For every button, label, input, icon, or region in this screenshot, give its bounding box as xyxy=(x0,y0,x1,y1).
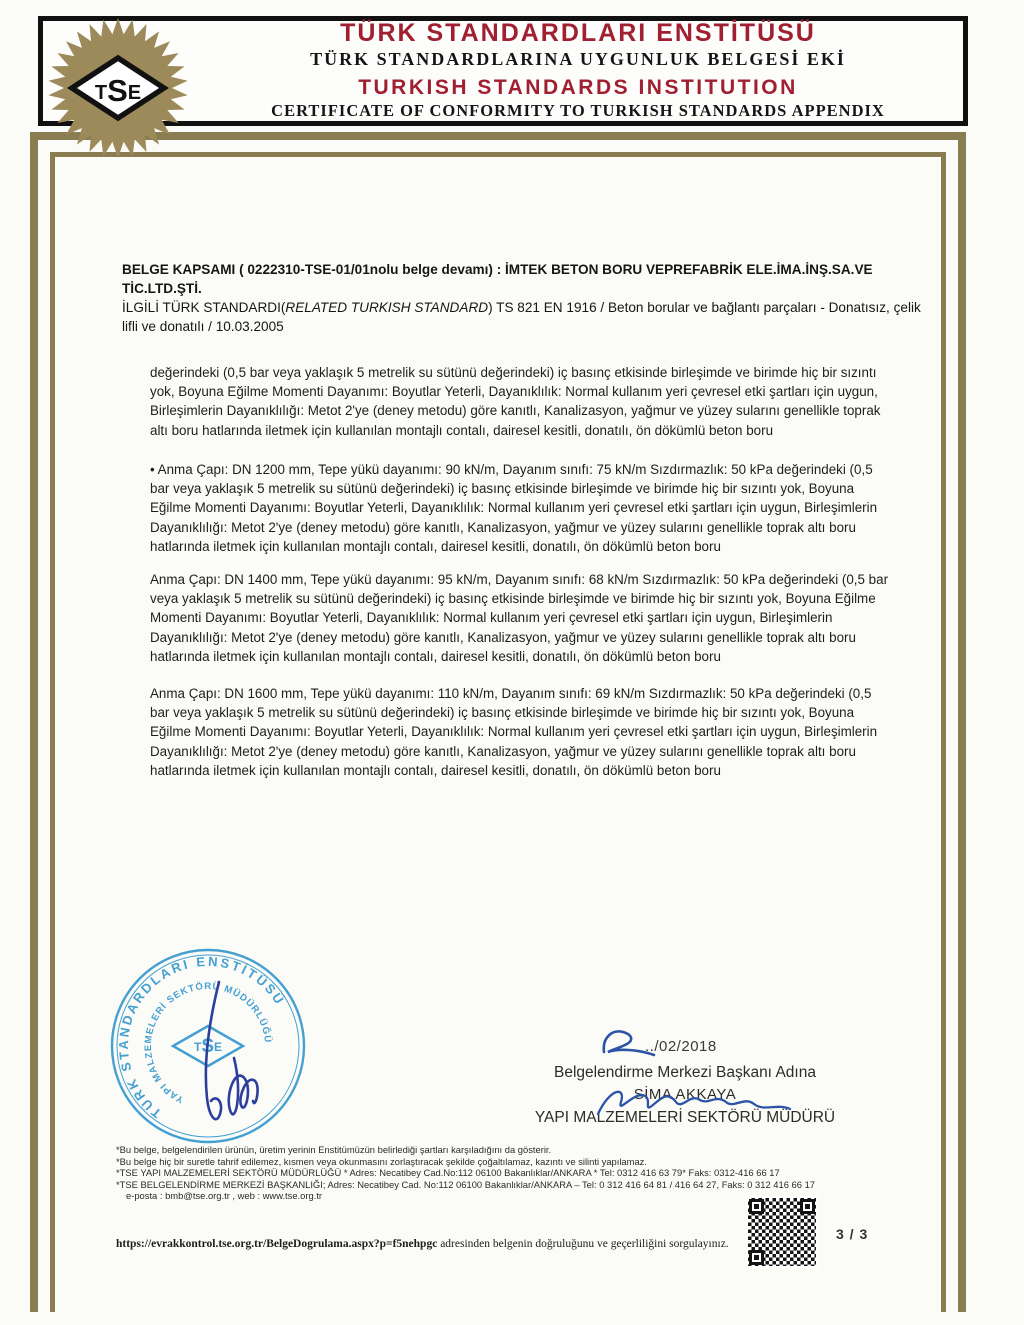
signatory-name: SİMA AKKAYA xyxy=(633,1086,737,1103)
signatory-title: YAPI MALZEMELERİ SEKTÖRÜ MÜDÜRÜ xyxy=(534,1109,836,1126)
verification-text: adresinden belgenin doğruluğunu ve geçerliliğini sorgulayınız. xyxy=(437,1238,729,1250)
stamp-outer-ring-text: TÜRK STANDARDLARI ENSTİTÜSÜ xyxy=(115,953,289,1122)
verification-line xyxy=(116,1238,756,1250)
certificate-scope xyxy=(122,260,922,336)
footnote-line: *TSE YAPI MALZEMELERİ SEKTÖRÜ MÜDÜRLÜĞÜ * Adres: Necatibey Cad.No:112 06100 Bakanlıklar/ANKARA * Tel: 0312 416 63 79* Faks: 0312-416 66 17 xyxy=(116,1167,780,1179)
qr-finder-icon xyxy=(800,1199,815,1214)
footnote-line: *Bu belge hiç bir suretle tahrif edilemez, kısmen veya okunmasını zorlaştıracak şekilde çoğaltılamaz, kazıntı ve silinti yapılamaz. xyxy=(116,1155,647,1167)
name-signature xyxy=(590,1078,795,1126)
institution-title-en: TURKISH STANDARDS INSTITUTION xyxy=(358,76,798,99)
tse-logo xyxy=(48,8,188,168)
stamp-tse-text: TSE xyxy=(193,1036,223,1057)
tse-sector-stamp xyxy=(106,948,314,1153)
footnote-line: *Bu belge, belgelendirilen ürünün, üretim yerinin Enstitümüzün belirlediği şartları karşıladığını da gösterir. xyxy=(116,1144,552,1155)
certificate-date: ../02/2018 xyxy=(645,1038,717,1055)
qr-finder-icon xyxy=(749,1199,764,1214)
footnote-line: *TSE BELGELENDİRME MERKEZİ BAŞKANLIĞI; Adres: Necatibey Cad. No:112 06100 Bakanlıklar/ANKARA – Tel: 0 312 416 64 81 / 416 64 27, Faks: 0 312 416 66 17 xyxy=(116,1178,815,1190)
tse-logo-text: TSE xyxy=(94,73,142,108)
qr-finder-icon xyxy=(749,1250,764,1265)
certificate-subtitle-tr: TÜRK STANDARDLARINA UYGUNLUK BELGESİ EKİ xyxy=(310,49,846,69)
product-paragraph: • Anma Çapı: DN 1200 mm, Tepe yükü dayanımı: 90 kN/m, Dayanım sınıfı: 75 kN/m Sızdırmazlık: 50 kPa değerindeki (0,5 bar veya yaklaşık 5 metrelik su sütünü değerindeki) iç basınç etkisinde birleşimde ve birimde hiç bir sızıntı yok, Boyuna Eğilme Momenti Dayanımı: Boyutlar Yeterli, Dayanıklılık: Normal kullanım yeri çevresel etki şartları için uygun, Birleşimlerin Dayanıklılığı: Metot 2'ye (deney metodu) göre kanıtlı, Kanalizasyon, yağmur ve yüzey sularını genellikle toprak altı boru hatlarında iletmek için kullanılan montajlı contalı, dairesel kesitli, donatılı, ön dökümlü beton boru xyxy=(150,462,878,554)
scope-bold-line: BELGE KAPSAMI ( 0222310-TSE-01/01nolu belge devamı) : İMTEK BETON BORU VEPREFABRİK ELE.İMA.İNŞ.SA.VE TİC.LTD.ŞTİ. xyxy=(122,262,873,296)
footnote-line: e-posta : bmb@tse.org.tr , web : www.tse.org.tr xyxy=(126,1190,323,1202)
qr-code xyxy=(748,1198,816,1266)
stamp-inner-ring-text: YAPI MALZEMELERİ SEKTÖRÜ MÜDÜRLÜĞÜ xyxy=(142,981,274,1105)
verification-url: https://evrakkontrol.tse.org.tr/BelgeDogrulama.aspx?p=f5nehpgc xyxy=(116,1238,438,1250)
institution-title-tr: TÜRK STANDARDLARI ENSTİTÜSÜ xyxy=(340,19,816,47)
product-paragraph: Anma Çapı: DN 1600 mm, Tepe yükü dayanımı: 110 kN/m, Dayanım sınıfı: 69 kN/m Sızdırmazlık: 50 kPa değerindeki (0,5 bar veya yaklaşık 5 metrelik su sütünü değerindeki) iç basınç etkisinde birleşimde ve birimde hiç bir sızıntı yok, Boyuna Eğilme Momenti Dayanımı: Boyutlar Yeterli, Dayanıklılık: Normal kullanım yeri çevresel etki şartları için uygun, Birleşimlerin Dayanıklılığı: Metot 2'ye (deney metodu) göre kanıtlı, Kanalizasyon, yağmur ve yüzey sularını genellikle toprak altı boru hatlarında iletmek için kullanılan montajlı contalı, dairesel kesitli, donatılı, ön dökümlü beton boru xyxy=(150,686,878,778)
page-number: 3 / 3 xyxy=(836,1226,869,1242)
related-standard-prefix: İLGİLİ TÜRK STANDARDI( xyxy=(122,300,286,315)
related-standard-suffix: ) TS 821 EN 1916 / Beton borular ve bağlantı parçaları - Donatısız, çelik lifli ve donatılı / 10.03.2005 xyxy=(122,300,921,334)
product-paragraph: değerindeki (0,5 bar veya yaklaşık 5 metrelik su sütünü değerindeki) iç basınç etkisinde birleşimde ve birimde hiç bir sızıntı yok, Boyuna Eğilme Momenti Dayanımı: Boyutlar Yeterli, Dayanıklılık: Normal kullanım yeri çevresel etki şartları için uygun, Birleşimlerin Dayanıklılığı: Metot 2'ye (deney metodu) göre kanıtlı, Kanalizasyon, yağmur ve yüzey sularını genellikle toprak altı boru hatlarında iletmek için kullanılan montajlı contalı, dairesel kesitli, donatılı, ön dökümlü beton boru xyxy=(150,365,881,438)
certificate-subtitle-en: CERTIFICATE OF CONFORMITY TO TURKISH STANDARDS APPENDIX xyxy=(271,101,885,120)
footnotes xyxy=(116,1144,906,1202)
related-standard-italic: RELATED TURKISH STANDARD xyxy=(285,300,489,315)
product-paragraph: Anma Çapı: DN 1400 mm, Tepe yükü dayanımı: 95 kN/m, Dayanım sınıfı: 68 kN/m Sızdırmazlık: 50 kPa değerindeki (0,5 bar veya yaklaşık 5 metrelik su sütünü değerindeki) iç basınç etkisinde birleşimde ve birimde hiç bir sızıntı yok, Boyuna Eğilme Momenti Dayanımı: Boyutlar Yeterli, Dayanıklılık: Normal kullanım yeri çevresel etki şartları için uygun, Birleşimlerin Dayanıklılığı: Metot 2'ye (deney metodu) göre kanıtlı, Kanalizasyon, yağmur ve yüzey sularını genellikle toprak altı boru hatlarında iletmek için kullanılan montajlı contalı, dairesel kesitli, donatılı, ön dökümlü beton boru xyxy=(150,572,889,664)
on-behalf-line: Belgelendirme Merkezi Başkanı Adına xyxy=(554,1064,816,1081)
